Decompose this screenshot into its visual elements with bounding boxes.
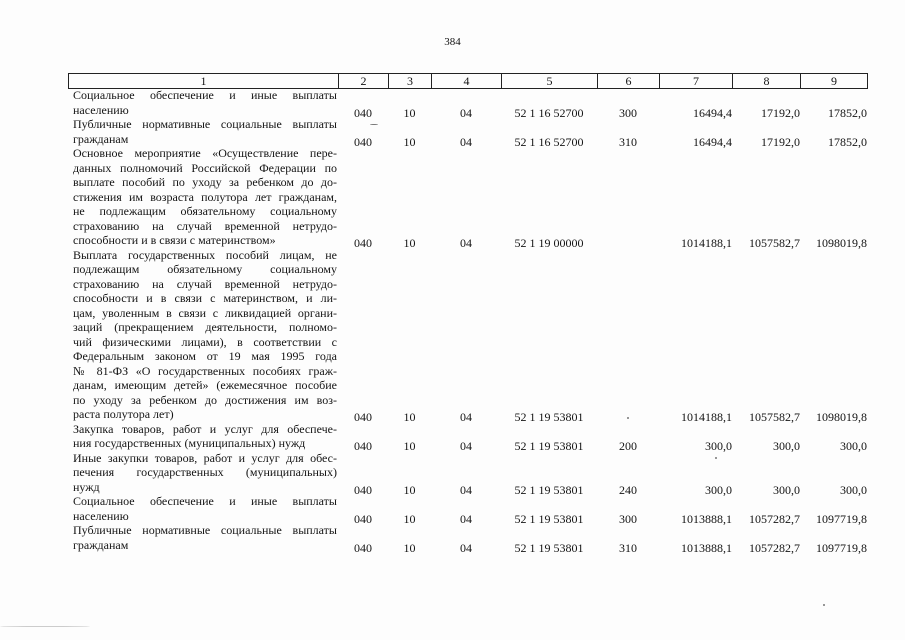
description-line: не подлежащим обязательному социальному [73, 204, 337, 218]
row-cell-c8: 17192,0 [761, 134, 800, 149]
description-line: подлежащим обязательному социальному [73, 262, 337, 276]
row-cell-c2: 040 [354, 410, 372, 424]
description-line: способности и в связи с материнством, и ли- [73, 291, 337, 305]
row-cell-c3: 10 [403, 540, 416, 555]
scan-speck [0, 626, 90, 627]
row-cell-c8: 17192,0 [761, 105, 800, 120]
row-cell-c8: 300,0 [773, 439, 800, 453]
row-description [73, 494, 337, 523]
row-cell-c5: 52 1 16 52700 [514, 134, 584, 149]
column-header-4: 4 [432, 74, 502, 89]
row-cell-c5: 52 1 19 53801 [514, 482, 584, 497]
description-line: страхованию на случай временной нетрудо- [73, 276, 337, 291]
column-header-1: 1 [69, 74, 339, 89]
row-cell-c5: 52 1 19 00000 [514, 236, 584, 250]
row-cell-c7: 1013888,1 [681, 540, 732, 555]
description-line: Закупка товаров, работ и услуг для обеспече- [73, 421, 337, 436]
row-description [73, 422, 337, 451]
row-cell-c2: 040 [354, 439, 372, 453]
description-line: Публичные нормативные социальные выплаты [73, 523, 337, 537]
row-cell-c8: 1057582,7 [749, 236, 800, 250]
description-line: гражданам [73, 131, 129, 146]
row-cell-c6: 240 [619, 482, 637, 497]
row-cell-c6: 310 [619, 134, 637, 149]
row-cell-c4: 04 [460, 410, 472, 424]
row-cell-c5: 52 1 16 52700 [514, 105, 584, 120]
column-header-7: 7 [660, 74, 733, 89]
row-cell-c4: 04 [460, 482, 472, 497]
row-cell-c3: 10 [403, 134, 416, 149]
row-cell-c4: 04 [460, 236, 472, 250]
description-line: печения государственных (муниципальных) [73, 465, 337, 479]
row-cell-c7: 1014188,1 [681, 236, 732, 250]
row-cell-c3: 10 [403, 511, 416, 526]
row-description [73, 523, 337, 552]
row-cell-c9: 17852,0 [828, 105, 867, 120]
row-cell-c4: 04 [460, 540, 472, 555]
row-cell-c2: 040 [354, 540, 372, 555]
row-cell-c9: 300,0 [840, 482, 867, 497]
column-header-2: 2 [339, 74, 389, 89]
row-cell-c2: 040 [354, 105, 372, 120]
row-cell-c2: 040 [354, 134, 372, 149]
row-cell-c8: 300,0 [773, 482, 800, 497]
row-cell-c2: 040 [354, 236, 372, 250]
row-cell-c7: 16494,4 [693, 105, 732, 120]
row-cell-c6: 200 [619, 439, 637, 453]
row-cell-c4: 04 [460, 134, 472, 149]
row-cell-c6: 300 [619, 511, 637, 526]
row-cell-c3: 10 [403, 236, 416, 250]
column-header-3: 3 [389, 74, 432, 89]
scan-speck [823, 604, 825, 606]
description-line: ния государственных (муниципальных) нужд [73, 436, 306, 450]
row-cell-c3: 10 [403, 482, 416, 497]
row-cell-c7: 1014188,1 [681, 410, 732, 424]
description-line: цам, уволенным в связи с ликвидацией органи- [73, 305, 337, 320]
scan-speck [715, 457, 717, 459]
page-number: 384 [444, 36, 461, 48]
row-cell-c7: 1013888,1 [681, 511, 732, 526]
row-description [73, 117, 337, 146]
description-line: страхованию на случай временной нетрудо- [73, 218, 337, 233]
description-line: чий физическими лицами), в соответствии с [73, 334, 337, 349]
row-cell-c5: 52 1 19 53801 [514, 410, 584, 424]
description-line: данных полномочий Российской Федерации по [73, 160, 337, 175]
row-cell-c9: 1098019,8 [816, 236, 867, 250]
column-header-9: 9 [801, 74, 868, 89]
row-cell-c3: 10 [403, 105, 416, 120]
row-cell-c4: 04 [460, 511, 472, 526]
row-cell-c2: 040 [354, 482, 372, 497]
row-description [73, 146, 337, 248]
scan-speck [370, 124, 378, 125]
column-header-5: 5 [502, 74, 598, 89]
row-cell-c6: 310 [619, 540, 637, 555]
row-cell-c3: 10 [403, 439, 416, 453]
row-cell-c9: 17852,0 [828, 134, 867, 149]
description-line: стижения им возраста полутора лет гражданам, [73, 189, 337, 204]
description-line: населению [73, 508, 129, 523]
description-line: населению [73, 102, 129, 117]
description-line: Иные закупки товаров, работ и услуг для обес- [73, 450, 337, 465]
row-cell-c3: 10 [403, 410, 416, 424]
column-header-8: 8 [733, 74, 801, 89]
row-cell-c5: 52 1 19 53801 [514, 439, 584, 453]
row-cell-c7: 300,0 [705, 439, 732, 453]
row-cell-c6: 300 [619, 105, 637, 120]
scan-speck [627, 417, 629, 419]
description-line: по уходу за ребенком до достижения им воз- [73, 392, 337, 407]
row-cell-c9: 1098019,8 [816, 410, 867, 424]
description-line: гражданам [73, 537, 129, 552]
row-cell-c2: 040 [354, 511, 372, 526]
description-line: нужд [73, 479, 100, 494]
row-cell-c8: 1057282,7 [749, 511, 800, 526]
row-cell-c5: 52 1 19 53801 [514, 511, 584, 526]
description-line: № 81-ФЗ «О государственных пособиях граж- [73, 363, 337, 378]
row-cell-c8: 1057582,7 [749, 410, 800, 424]
row-cell-c7: 16494,4 [693, 134, 732, 149]
row-description [73, 248, 337, 422]
description-line: способности и в связи с материнством» [73, 233, 276, 247]
row-cell-c9: 1097719,8 [816, 540, 867, 555]
row-cell-c4: 04 [460, 439, 472, 453]
description-line: Основное мероприятие «Осуществление пере- [73, 146, 337, 160]
row-description [73, 451, 337, 495]
description-line: Социальное обеспечение и иные выплаты [73, 494, 337, 508]
row-cell-c9: 1097719,8 [816, 511, 867, 526]
row-cell-c8: 1057282,7 [749, 540, 800, 555]
description-line: заций (прекращением деятельности, полномо- [73, 320, 337, 334]
description-line: Федеральным законом от 19 мая 1995 года [73, 349, 337, 363]
row-description [73, 88, 337, 117]
description-line: данам, имеющим детей» (ежемесячное пособие [73, 378, 337, 392]
row-cell-c7: 300,0 [705, 482, 732, 497]
description-line: Социальное обеспечение и иные выплаты [73, 88, 337, 102]
description-line: раста полутора лет) [73, 407, 174, 421]
row-cell-c9: 300,0 [840, 439, 867, 453]
column-header-6: 6 [598, 74, 660, 89]
description-line: Выплата государственных пособий лицам, не [73, 247, 337, 262]
row-cell-c5: 52 1 19 53801 [514, 540, 584, 555]
row-cell-c4: 04 [460, 105, 472, 120]
description-line: выплате пособий по уходу за ребенком до до- [73, 175, 337, 189]
description-line: Публичные нормативные социальные выплаты [73, 117, 337, 131]
